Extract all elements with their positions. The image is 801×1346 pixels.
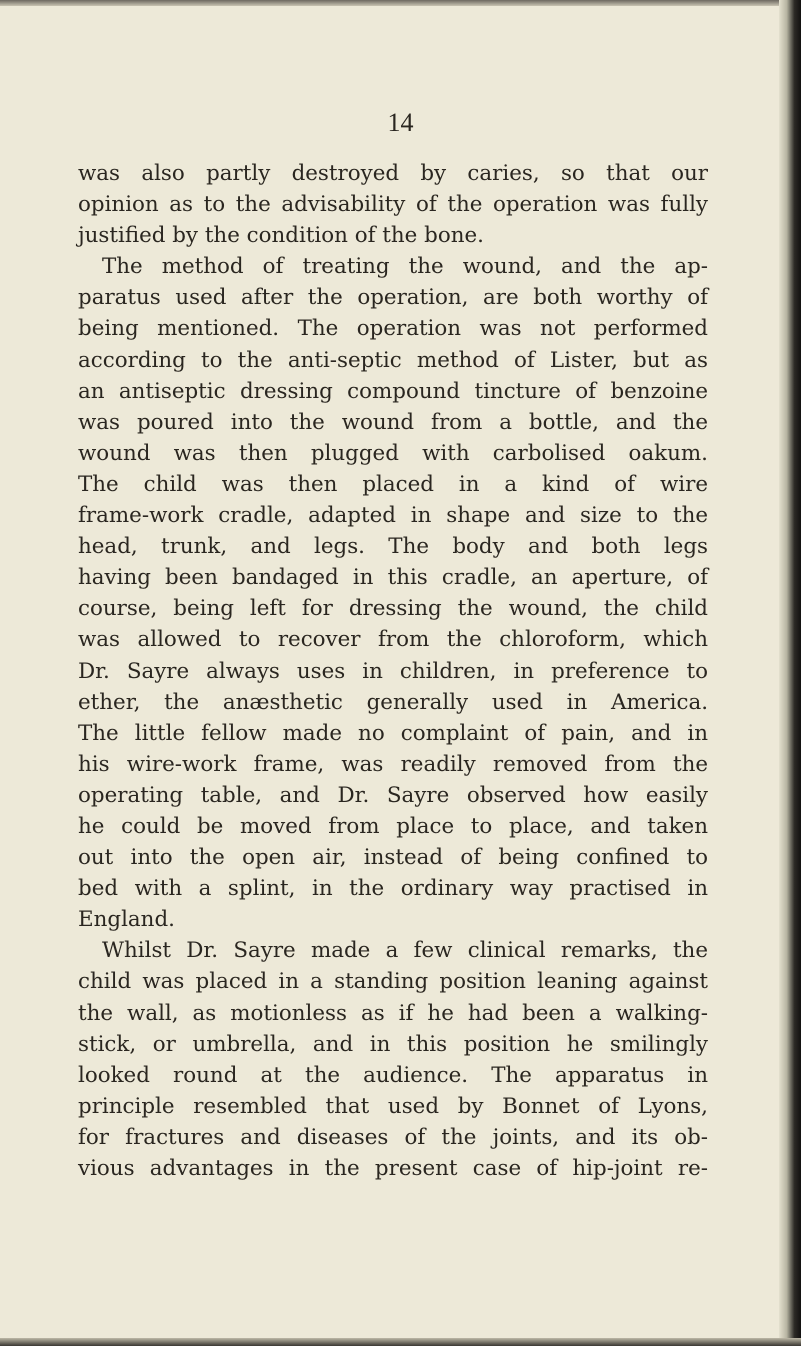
text-line: bed with a splint, in the ordinary way practised in — [78, 876, 708, 902]
text-line: operating table, and Dr. Sayre observed how easily — [78, 782, 708, 808]
text-line: the wall, as motionless as if he had been a walking- — [78, 1000, 708, 1026]
text-line: stick, or umbrella, and in this position he smilingly — [78, 1031, 708, 1057]
right-page-edge — [779, 0, 801, 1346]
text-line: principle resembled that used by Bonnet of Lyons, — [78, 1093, 708, 1119]
text-line: course, being left for dressing the wound, the child — [78, 596, 708, 622]
text-line: was also partly destroyed by caries, so that our — [78, 161, 708, 186]
text-line: head, trunk, and legs. The body and both legs — [78, 534, 708, 560]
text-line: out into the open air, instead of being confined to — [78, 845, 708, 871]
text-line: an antiseptic dressing compound tincture of benzoine — [78, 378, 708, 404]
text-line: wound was then plugged with carbolised oakum. — [78, 440, 708, 466]
text-line: child was placed in a standing position leaning against — [78, 969, 708, 995]
page-number: 14 — [387, 108, 414, 137]
text-line: vious advantages in the present case of hip-joint re- — [78, 1156, 708, 1181]
text-line: The method of treating the wound, and the ap- — [102, 254, 708, 280]
text-line: frame-work cradle, adapted in shape and size to the — [78, 503, 708, 529]
bottom-page-edge — [0, 1338, 801, 1346]
top-page-edge — [0, 0, 801, 6]
text-line: ether, the anæsthetic generally used in America. — [78, 689, 708, 715]
text-line: for fractures and diseases of the joints, and its ob- — [78, 1124, 708, 1150]
text-line: justified by the condition of the bone. — [78, 223, 484, 249]
text-line: Whilst Dr. Sayre made a few clinical remarks, the — [102, 938, 708, 964]
text-line: being mentioned. The operation was not performed — [78, 316, 708, 342]
text-line: having been bandaged in this cradle, an aperture, of — [78, 565, 708, 591]
text-line: The child was then placed in a kind of wire — [78, 471, 708, 497]
text-line: looked round at the audience. The apparatus in — [78, 1062, 708, 1088]
body-text — [78, 158, 708, 1184]
text-line: he could be moved from place to place, and taken — [78, 813, 708, 839]
text-line: was allowed to recover from the chloroform, which — [78, 627, 708, 653]
text-line: was poured into the wound from a bottle, and the — [78, 409, 708, 435]
text-line: opinion as to the advisability of the operation was fully — [78, 192, 708, 218]
text-line: The little fellow made no complaint of pain, and in — [78, 720, 708, 746]
text-line: his wire-work frame, was readily removed from the — [78, 751, 708, 777]
text-line: paratus used after the operation, are both worthy of — [78, 285, 708, 311]
text-line: according to the anti-septic method of Lister, but as — [78, 347, 708, 373]
text-line: England. — [78, 907, 175, 933]
text-line: Dr. Sayre always uses in children, in preference to — [78, 658, 708, 684]
